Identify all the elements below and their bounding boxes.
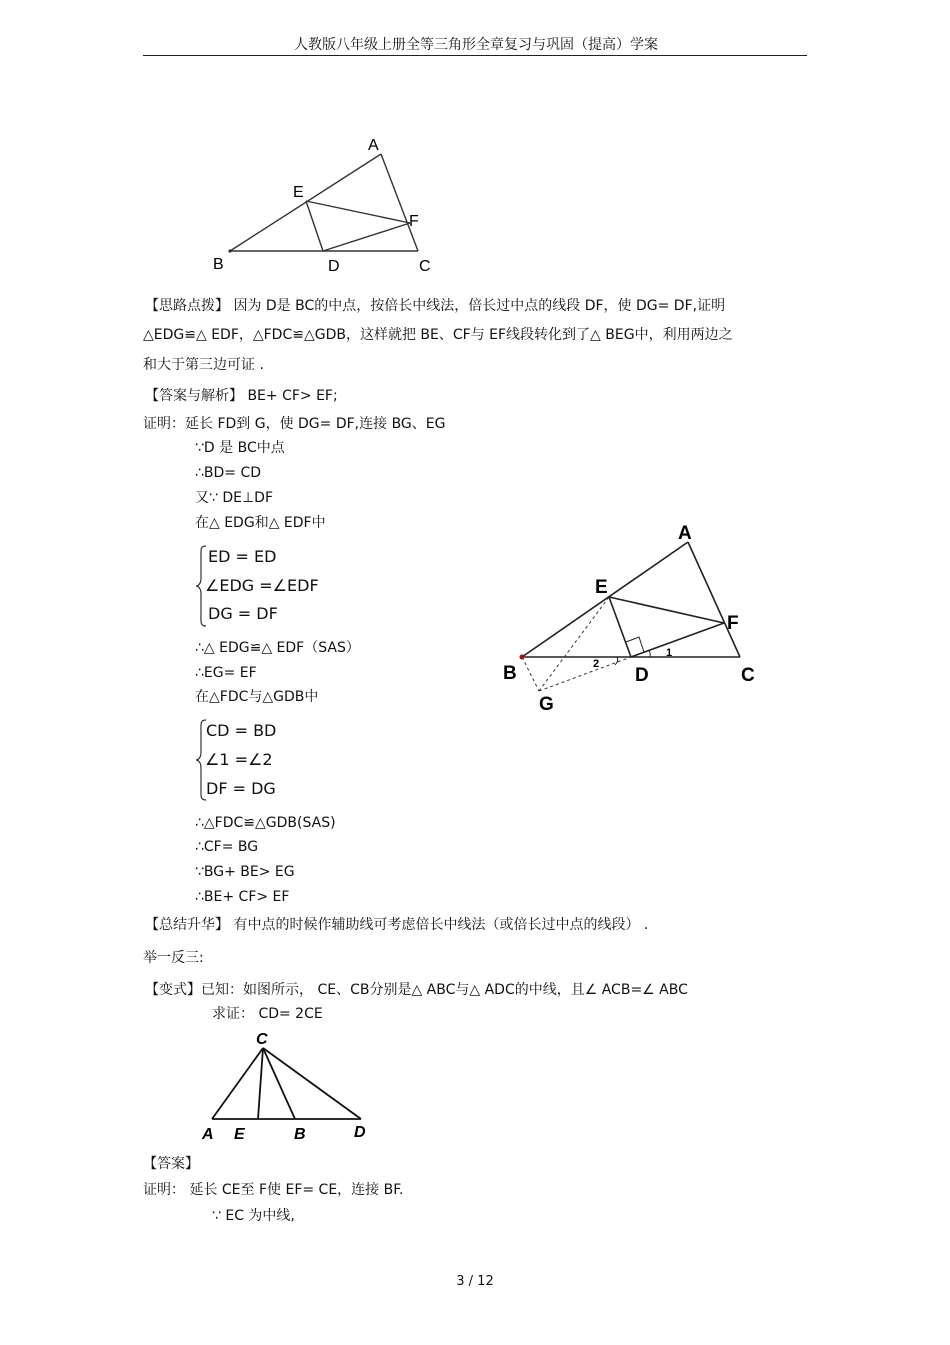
fig2-label-c: C: [741, 665, 755, 686]
fig1-label-a: A: [368, 137, 379, 154]
figure-2-construction: [495, 515, 775, 720]
fig2-label-e: E: [595, 577, 608, 598]
variant-line-2: 求证： CD= 2CE: [212, 1006, 323, 1022]
fig1-label-f: F: [409, 213, 419, 230]
hint-line-3: 和大于第三边可证 .: [143, 357, 264, 373]
header-rule: [143, 55, 807, 56]
fig2-label-g: G: [539, 694, 554, 715]
proof-step-4: 在△ EDG和△ EDF中: [195, 515, 326, 531]
fig3-label-b: B: [294, 1126, 306, 1143]
fig3-label-d: D: [354, 1124, 366, 1141]
answer2-title: 【答案】: [143, 1156, 199, 1172]
proof-step-5: ∴△ EDG≌△ EDF（SAS）: [195, 640, 360, 656]
brace1-row-3: DG = DF: [208, 604, 278, 623]
fig3-label-e: E: [234, 1126, 245, 1143]
hint-line-2: △EDG≌△ EDF，△FDC≌△GDB，这样就把 BE、CF与 EF线段转化到了△ BEG中，利用两边之: [143, 327, 733, 343]
page-number: 3 / 12: [456, 1274, 494, 1289]
header-title: 人教版八年级上册全等三角形全章复习与巩固（提高）学案: [294, 37, 658, 53]
fig2-label-b: B: [503, 663, 517, 684]
brace2-row-3: DF = DG: [206, 779, 276, 798]
brace2-row-2: ∠1 =∠2: [205, 750, 273, 769]
proof-step-3: 又∵ DE⊥DF: [195, 490, 274, 506]
proof-step-7: 在△FDC与△GDB中: [195, 689, 319, 705]
summary: 【总结升华】 有中点的时候作辅助线可考虑倍长中线法（或倍长过中点的线段） .: [145, 917, 649, 933]
fig1-label-d: D: [328, 258, 340, 275]
fig1-label-e: E: [293, 184, 304, 201]
fig2-angle-1: 1: [666, 647, 673, 659]
brace2-row-1: CD = BD: [206, 721, 277, 740]
example-heading: 举一反三:: [143, 950, 204, 966]
answer2-line-2: ∵ EC 为中线,: [212, 1208, 295, 1224]
fig2-angle-2: 2: [593, 658, 600, 670]
fig2-label-f: F: [727, 613, 739, 634]
proof-intro: 证明：延长 FD到 G，使 DG= DF,连接 BG、EG: [143, 416, 446, 432]
fig1-label-b: B: [213, 256, 224, 273]
fig2-label-d: D: [635, 665, 649, 686]
answer2-line-1: 证明： 延长 CE至 F使 EF= CE，连接 BF.: [143, 1182, 404, 1198]
proof-step-8: ∴△FDC≌△GDB(SAS): [195, 815, 336, 831]
fig1-label-c: C: [419, 258, 431, 275]
proof-step-10: ∵BG+ BE> EG: [195, 864, 295, 880]
brace1-row-2: ∠EDG =∠EDF: [205, 576, 319, 595]
proof-step-2: ∴BD= CD: [195, 465, 262, 481]
variant-line-1: 【变式】已知：如图所示， CE、CB分别是△ ABC与△ ADC的中线，且∠ ACB=∠ ABC: [145, 982, 688, 998]
figure-3-triangle: [195, 1028, 385, 1143]
proof-step-9: ∴CF= BG: [195, 839, 259, 855]
proof-step-1: ∵D 是 BC中点: [195, 440, 285, 456]
fig3-label-a: A: [202, 1126, 214, 1143]
proof-step-11: ∴BE+ CF> EF: [195, 889, 290, 905]
proof-step-6: ∴EG= EF: [195, 665, 257, 681]
figure-1-triangle: [200, 130, 460, 280]
hint-line-1: 【思路点拨】 因为 D是 BC的中点，按倍长中线法，倍长过中点的线段 DF，使 DG= DF,证明: [145, 298, 726, 314]
brace1-row-1: ED = ED: [208, 547, 277, 566]
fig3-label-c: C: [256, 1031, 268, 1048]
fig2-label-a: A: [678, 523, 692, 544]
answer-title: 【答案与解析】 BE+ CF> EF;: [145, 388, 338, 404]
